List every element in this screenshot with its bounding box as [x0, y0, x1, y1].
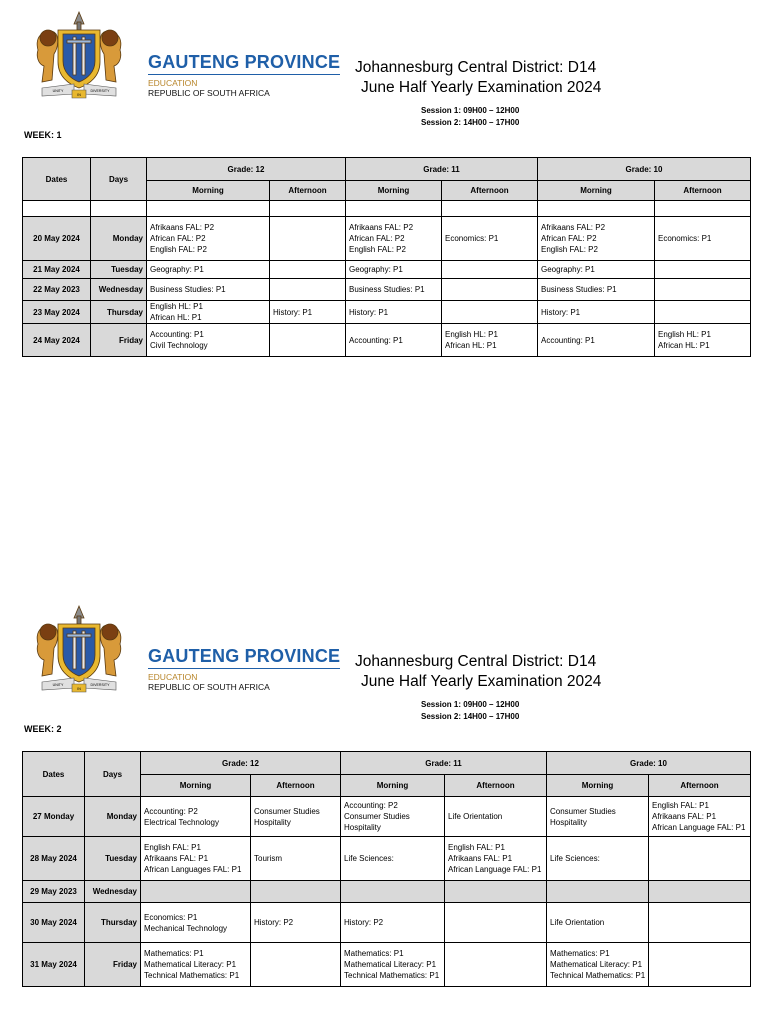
subject-line: Afrikaans FAL: P2 — [150, 223, 215, 232]
subject-line: Mathematical Literacy: P1 — [344, 960, 437, 969]
cell-g12m — [141, 837, 251, 881]
cell-g11m — [346, 301, 442, 324]
subject-line: Afrikaans FAL: P1 — [448, 854, 513, 863]
header-grade-11: Grade: 11 — [341, 752, 547, 775]
header-g10-morning: Morning — [547, 775, 649, 797]
brand-block — [148, 52, 340, 98]
week-label: WEEK: 2 — [24, 724, 62, 734]
subject-line: Afrikaans FAL: P1 — [652, 812, 717, 821]
cell-g10a — [649, 797, 751, 837]
cell-date: 28 May 2024 — [23, 837, 85, 881]
cell-g10m — [547, 881, 649, 903]
cell-day: Friday — [85, 943, 141, 987]
subject-line: English FAL: P2 — [349, 245, 406, 254]
cell-g11m — [341, 797, 445, 837]
subject-line: Hospitality — [550, 817, 587, 827]
cell-g10m — [547, 903, 649, 943]
cell-g11a — [445, 881, 547, 903]
table-row — [23, 324, 751, 357]
subject-line: Mathematical Literacy: P1 — [144, 960, 237, 969]
subject-line: English FAL: P1 — [144, 843, 201, 852]
table-row — [23, 279, 751, 301]
cell-g12m — [147, 279, 270, 301]
header-g12-afternoon: Afternoon — [270, 181, 346, 201]
cell-g11m — [341, 943, 445, 987]
seal-text-mid: IN — [77, 687, 81, 691]
header-grade-10: Grade: 10 — [547, 752, 751, 775]
cell-g11m — [341, 837, 445, 881]
cell-date: 21 May 2024 — [23, 261, 91, 279]
brand-name: GAUTENG PROVINCE — [148, 646, 340, 669]
subject-line: History: P2 — [254, 918, 294, 927]
subject-line: Economics: P1 — [445, 234, 499, 243]
cell-g10m — [538, 261, 655, 279]
gauteng-coat-of-arms-logo — [24, 10, 134, 100]
cell-g11a — [442, 279, 538, 301]
cell-g10a — [655, 217, 751, 261]
subject-line: Economics: P1 — [144, 912, 198, 922]
subject-line: Economics: P1 — [658, 234, 712, 243]
subject-line: Accounting: P2 — [144, 806, 198, 816]
header-g11-afternoon: Afternoon — [445, 775, 547, 797]
cell-g11a — [445, 837, 547, 881]
subject-line: English HL: P1 — [658, 330, 711, 339]
cell-g10a — [649, 943, 751, 987]
brand-country: REPUBLIC OF SOUTH AFRICA — [148, 682, 270, 692]
brand-education: EDUCATION — [148, 672, 198, 682]
cell-g12m — [147, 261, 270, 279]
subject-line: African FAL: P2 — [150, 234, 206, 243]
cell-g12a — [251, 943, 341, 987]
district-title: Johannesburg Central District: D14 — [355, 653, 597, 670]
subject-line: African Language FAL: P1 — [652, 823, 746, 832]
brand-name: GAUTENG PROVINCE — [148, 52, 340, 75]
subject-line: Mathematics: P1 — [344, 949, 404, 958]
header-days: Days — [85, 752, 141, 797]
cell-g11m — [346, 279, 442, 301]
subject-line: English FAL: P2 — [541, 245, 598, 254]
subject-line: Consumer Studies — [344, 812, 410, 821]
cell-g11a — [445, 903, 547, 943]
subject-line: English HL: P1 — [445, 330, 498, 339]
timetable-week-1 — [22, 157, 751, 357]
table-row — [23, 217, 751, 261]
subject-line: Life Sciences: — [550, 854, 600, 863]
table-row — [23, 301, 751, 324]
subject-line: African HL: P1 — [150, 313, 202, 322]
subject-line: Technical Mathematics: P1 — [550, 971, 646, 980]
cell-g11m — [346, 324, 442, 357]
gauteng-coat-of-arms-logo — [24, 604, 134, 694]
cell-g12a — [251, 837, 341, 881]
header-g12-afternoon: Afternoon — [251, 775, 341, 797]
cell-g10m — [538, 324, 655, 357]
subject-line: Geography: P1 — [150, 265, 204, 274]
subject-line: Civil Technology — [150, 341, 208, 350]
brand-country: REPUBLIC OF SOUTH AFRICA — [148, 88, 270, 98]
cell-date: 20 May 2024 — [23, 217, 91, 261]
cell-g10m — [538, 217, 655, 261]
cell-g10m — [547, 943, 649, 987]
session-1-time: Session 1: 09H00 – 12H00 — [421, 700, 520, 709]
subject-line: Electrical Technology — [144, 817, 220, 827]
cell-date: 23 May 2024 — [23, 301, 91, 324]
cell-day: Thursday — [85, 903, 141, 943]
table-row — [23, 903, 751, 943]
seal-text-left: UNITY — [52, 683, 64, 687]
header-g12-morning: Morning — [141, 775, 251, 797]
cell-g10a — [655, 301, 751, 324]
cell-day: Friday — [91, 324, 147, 357]
header-g11-morning: Morning — [346, 181, 442, 201]
subject-line: Hospitality — [254, 817, 291, 827]
cell-g12a — [251, 797, 341, 837]
cell-g11m — [346, 217, 442, 261]
session-1-time: Session 1: 09H00 – 12H00 — [421, 106, 520, 115]
header-g12-morning: Morning — [147, 181, 270, 201]
cell-date: 30 May 2024 — [23, 903, 85, 943]
cell-g12a — [270, 324, 346, 357]
subject-line: English FAL: P1 — [448, 843, 505, 852]
cell-g12m — [147, 324, 270, 357]
cell-g12a — [251, 903, 341, 943]
cell-g10a — [649, 881, 751, 903]
cell-g11m — [341, 881, 445, 903]
header-grade-12: Grade: 12 — [147, 158, 346, 181]
cell-g10m — [547, 797, 649, 837]
subject-line: History: P1 — [349, 307, 389, 317]
subject-line: Life Orientation — [448, 812, 503, 821]
cell-g12m — [147, 301, 270, 324]
cell-g11m — [341, 903, 445, 943]
table-row — [23, 261, 751, 279]
exam-title: June Half Yearly Examination 2024 — [361, 673, 602, 690]
subject-line: Business Studies: P1 — [150, 285, 226, 294]
cell-g12a — [270, 301, 346, 324]
table-row — [23, 943, 751, 987]
subject-line: Afrikaans FAL: P2 — [541, 223, 606, 232]
cell-date: 31 May 2024 — [23, 943, 85, 987]
subject-line: African HL: P1 — [658, 341, 710, 350]
subject-line: Business Studies: P1 — [541, 285, 617, 294]
subject-line: Accounting: P1 — [349, 335, 403, 345]
table-row — [23, 881, 751, 903]
cell-g11a — [442, 217, 538, 261]
cell-day: Monday — [91, 217, 147, 261]
subject-line: Mechanical Technology — [144, 923, 228, 933]
header-g10-morning: Morning — [538, 181, 655, 201]
cell-g12m — [147, 217, 270, 261]
subject-line: Business Studies: P1 — [349, 285, 425, 294]
subject-line: African Language FAL: P1 — [448, 865, 542, 874]
week-label: WEEK: 1 — [24, 130, 62, 140]
cell-g11m — [346, 261, 442, 279]
header-days: Days — [91, 158, 147, 201]
cell-g12a — [251, 881, 341, 903]
table-row — [23, 797, 751, 837]
subject-line: Hospitality — [344, 823, 381, 832]
subject-line: Consumer Studies — [550, 806, 616, 816]
cell-g12a — [270, 217, 346, 261]
cell-g11a — [445, 943, 547, 987]
cell-g10m — [538, 279, 655, 301]
subject-line: Technical Mathematics: P1 — [344, 971, 440, 980]
cell-day: Monday — [85, 797, 141, 837]
subject-line: Afrikaans FAL: P1 — [144, 854, 209, 863]
subject-line: History: P1 — [273, 307, 313, 317]
cell-g11a — [445, 797, 547, 837]
cell-g11a — [442, 324, 538, 357]
brand-block — [148, 646, 340, 692]
cell-g12a — [270, 279, 346, 301]
cell-day: Tuesday — [91, 261, 147, 279]
cell-g12m — [141, 903, 251, 943]
subject-line: Geography: P1 — [349, 265, 403, 274]
subject-line: African Languages FAL: P1 — [144, 865, 242, 874]
cell-g10a — [655, 261, 751, 279]
cell-day: Wednesday — [85, 881, 141, 903]
cell-date: 27 Monday — [23, 797, 85, 837]
cell-g12m — [141, 797, 251, 837]
subject-line: English FAL: P1 — [652, 801, 709, 810]
session-2-time: Session 2: 14H00 – 17H00 — [421, 118, 520, 127]
header-g10-afternoon: Afternoon — [649, 775, 751, 797]
header-dates: Dates — [23, 158, 91, 201]
cell-day: Thursday — [91, 301, 147, 324]
subject-line: African FAL: P2 — [349, 234, 405, 243]
cell-g10a — [655, 324, 751, 357]
cell-g10a — [649, 903, 751, 943]
header-dates: Dates — [23, 752, 85, 797]
exam-title: June Half Yearly Examination 2024 — [361, 79, 602, 96]
subject-line: Accounting: P1 — [541, 335, 595, 345]
subject-line: Geography: P1 — [541, 265, 595, 274]
subject-line: Life Orientation — [550, 918, 605, 927]
subject-line: Accounting: P1 — [150, 330, 204, 339]
cell-g10m — [547, 837, 649, 881]
subject-line: Mathematics: P1 — [550, 949, 610, 958]
cell-g10a — [655, 279, 751, 301]
subject-line: African HL: P1 — [445, 341, 497, 350]
subject-line: Technical Mathematics: P1 — [144, 971, 240, 980]
session-2-time: Session 2: 14H00 – 17H00 — [421, 712, 520, 721]
cell-day: Wednesday — [91, 279, 147, 301]
subject-line: Mathematics: P1 — [144, 949, 204, 958]
cell-g11a — [442, 261, 538, 279]
seal-text-mid: IN — [77, 93, 81, 97]
district-title: Johannesburg Central District: D14 — [355, 59, 597, 76]
subject-line: Accounting: P2 — [344, 801, 398, 810]
header-grade-10: Grade: 10 — [538, 158, 751, 181]
subject-line: African FAL: P2 — [541, 234, 597, 243]
cell-g10a — [649, 837, 751, 881]
cell-g11a — [442, 301, 538, 324]
cell-g12a — [270, 261, 346, 279]
subject-line: Tourism — [254, 854, 283, 863]
header-g10-afternoon: Afternoon — [655, 181, 751, 201]
cell-g10m — [538, 301, 655, 324]
subject-line: History: P2 — [344, 918, 384, 927]
header-grade-12: Grade: 12 — [141, 752, 341, 775]
seal-text-right: DIVERSITY — [90, 89, 110, 93]
seal-text-right: DIVERSITY — [90, 683, 110, 687]
table-row — [23, 837, 751, 881]
seal-text-left: UNITY — [52, 89, 64, 93]
cell-g12m — [141, 881, 251, 903]
header-g11-morning: Morning — [341, 775, 445, 797]
subject-line: Life Sciences: — [344, 854, 394, 863]
header-g11-afternoon: Afternoon — [442, 181, 538, 201]
cell-date: 24 May 2024 — [23, 324, 91, 357]
subject-line: History: P1 — [541, 307, 581, 317]
header-grade-11: Grade: 11 — [346, 158, 538, 181]
timetable-week-2 — [22, 751, 751, 987]
subject-line: Mathematical Literacy: P1 — [550, 960, 643, 969]
subject-line: Consumer Studies — [254, 806, 320, 816]
subject-line: English HL: P1 — [150, 302, 203, 311]
subject-line: Afrikaans FAL: P2 — [349, 223, 414, 232]
cell-g12m — [141, 943, 251, 987]
table-spacer-row — [23, 201, 751, 217]
cell-day: Tuesday — [85, 837, 141, 881]
brand-education: EDUCATION — [148, 78, 198, 88]
cell-date: 29 May 2023 — [23, 881, 85, 903]
subject-line: English FAL: P2 — [150, 245, 207, 254]
cell-date: 22 May 2023 — [23, 279, 91, 301]
